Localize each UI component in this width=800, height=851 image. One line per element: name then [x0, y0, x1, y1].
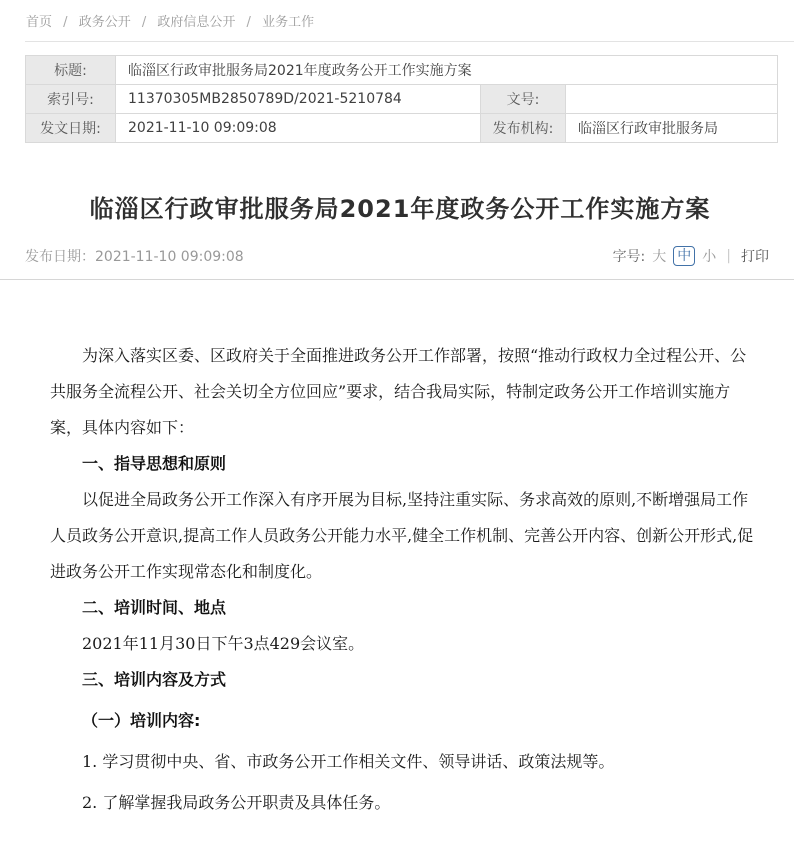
document-info-table [25, 55, 778, 143]
table-row [26, 56, 778, 85]
font-size-large-button[interactable]: 大 [652, 249, 667, 265]
page-title: 临淄区行政审批服务局2021年度政务公开工作实施方案 [89, 195, 711, 223]
issue-date-label: 发文日期: [26, 114, 116, 143]
section-heading-2: 二、培训时间、地点 [82, 598, 227, 617]
table-row [26, 114, 778, 143]
breadcrumb-business-work[interactable]: 业务工作 [262, 15, 315, 30]
issue-date-value: 2021-11-10 09:09:08 [116, 114, 481, 143]
breadcrumb [0, 0, 800, 41]
paragraph-principles: 以促进全局政务公开工作深入有序开展为目标,坚持注重实际、务求高效的原则,不断增强局工作人员政务公开意识,提高工作人员政务公开能力水平,健全工作机制、完善公开内容、创新公开形式,促进政务公开工作实现常态化和制度化。 [50, 490, 754, 581]
issuing-org-label: 发布机构: [481, 114, 566, 143]
index-number-label: 索引号: [26, 85, 116, 114]
publish-date-label: 发布日期： [25, 249, 95, 265]
table-row [26, 85, 778, 114]
font-size-small-button[interactable]: 小 [702, 249, 717, 265]
breadcrumb-separator: / [63, 15, 68, 30]
breadcrumb-separator: / [141, 15, 147, 30]
doc-number-value [566, 85, 778, 114]
title-value: 临淄区行政审批服务局2021年度政务公开工作实施方案 [116, 56, 778, 85]
breadcrumb-home[interactable]: 首页 [26, 15, 53, 30]
meta-bar [0, 246, 794, 280]
breadcrumb-separator: / [246, 15, 251, 30]
list-item-2: 2. 了解掌握我局政务公开职责及具体任务。 [82, 793, 391, 812]
article-tools [613, 246, 769, 266]
print-button[interactable]: 打印 [741, 249, 769, 265]
section-heading-3: 三、培训内容及方式 [82, 670, 227, 689]
section-heading-1: 一、指导思想和原则 [82, 454, 227, 473]
document-body [0, 280, 800, 851]
list-item-1: 1. 学习贯彻中央、省、市政务公开工作相关文件、领导讲话、政策法规等。 [82, 752, 615, 771]
publish-date [25, 246, 244, 266]
title-label: 标题: [26, 56, 116, 85]
breadcrumb-zhengwu-gongkai[interactable]: 政务公开 [78, 15, 131, 30]
index-number-value: 11370305MB2850789D/2021-5210784 [116, 85, 481, 114]
paragraph-time-place: 2021年11月30日下午3点429会议室。 [82, 634, 365, 653]
paragraph-intro: 为深入落实区委、区政府关于全面推进政务公开工作部署，按照“推动行政权力全过程公开、公共服务全流程公开、社会关切全方位回应”要求，结合我局实际，特制定政务公开工作培训实施方案，具体内容如下： [50, 346, 747, 437]
doc-number-label: 文号: [481, 85, 566, 114]
header-divider [25, 41, 794, 42]
publish-date-value: 2021-11-10 09:09:08 [95, 249, 244, 265]
toolbar-divider: | [726, 248, 731, 264]
font-size-medium-button[interactable]: 中 [673, 246, 695, 266]
issuing-org-value: 临淄区行政审批服务局 [566, 114, 778, 143]
subsection-heading-1: （一）培训内容: [82, 711, 201, 730]
font-size-label: 字号: [612, 249, 646, 265]
breadcrumb-gov-info-disclosure[interactable]: 政府信息公开 [157, 15, 236, 30]
